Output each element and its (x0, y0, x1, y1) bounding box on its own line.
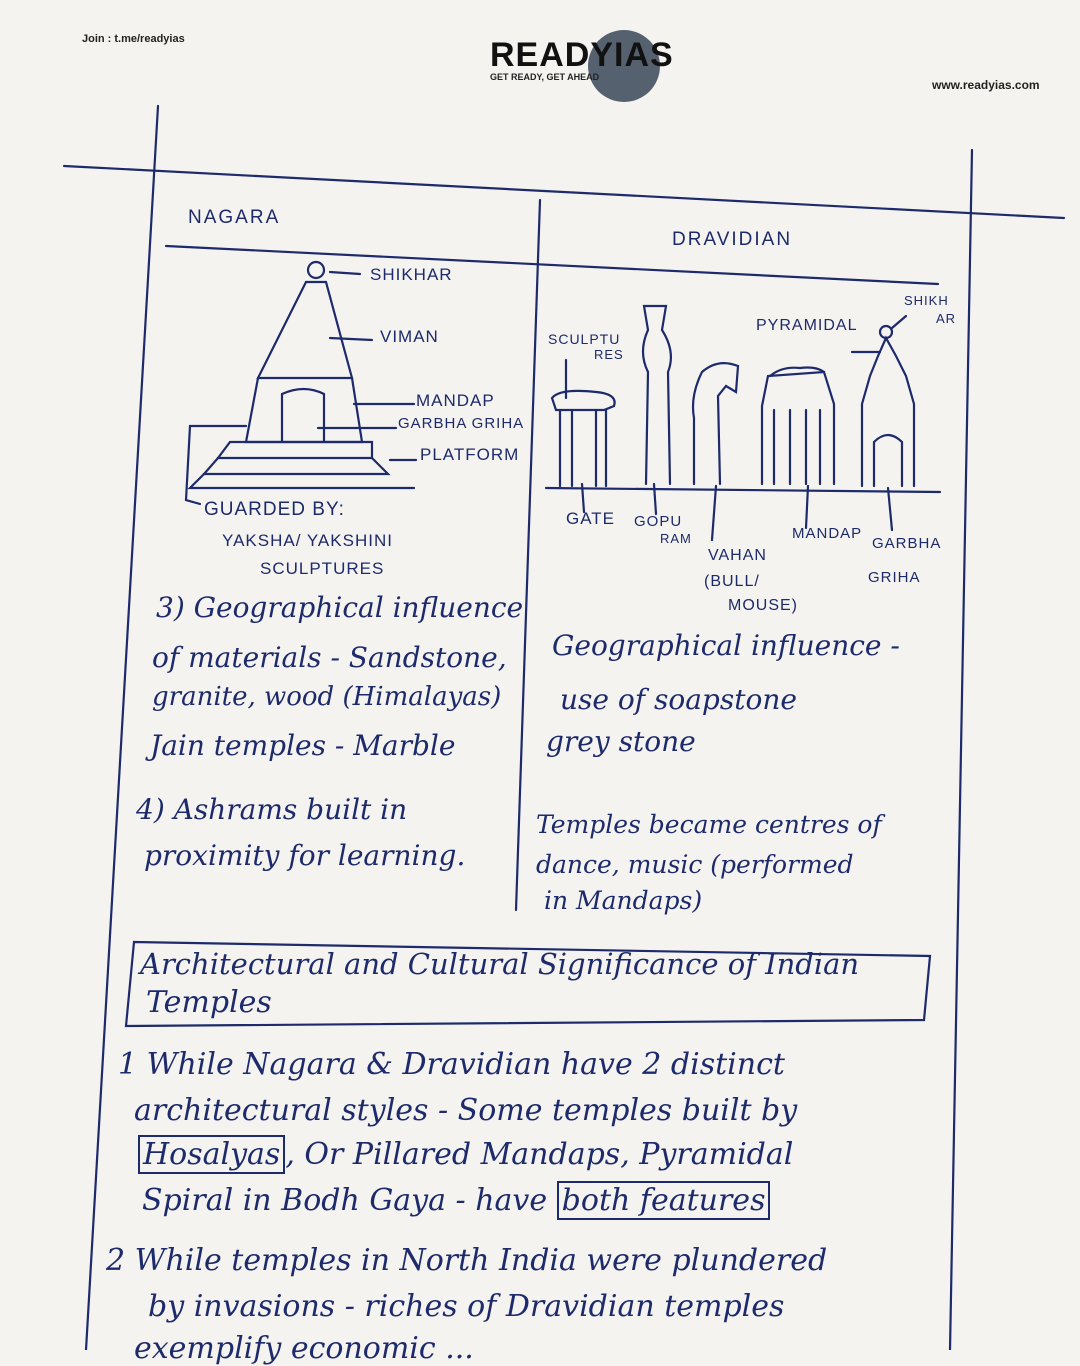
page-right-margin (950, 150, 972, 1350)
label-shikhar: SHIKHAR (370, 265, 453, 284)
nagara-point3-line-4: Jain temples - Marble (150, 729, 456, 762)
boxed-word-both-features: both features (557, 1181, 771, 1220)
section-title-line-2: Temples (146, 985, 272, 1020)
boxed-word-hosalyas: Hosalyas (138, 1135, 285, 1174)
guarded-line-2: YAKSHA/ YAKSHINI (222, 531, 393, 550)
logo-word: READYIAS (490, 36, 674, 74)
nagara-point3-line-2: of materials - Sandstone, (152, 641, 507, 674)
p2-line-2: by invasions - riches of Dravidian temples (148, 1289, 785, 1324)
label-sculptures-2: RES (594, 347, 624, 362)
p1-line-3 (138, 1137, 794, 1172)
label-mandap-d: MANDAP (792, 525, 863, 542)
dravidian-point3-line-1: Geographical influence - (552, 629, 900, 662)
nagara-point4-line-2: proximity for learning. (144, 839, 466, 872)
p1-line-1: 1 While Nagara & Dravidian have 2 distinct (118, 1047, 785, 1082)
dravidian-point4-line-2: dance, music (performed (536, 850, 854, 879)
dravidian-point3-line-2: use of soapstone (560, 683, 797, 716)
label-mandap: MANDAP (416, 391, 495, 410)
guarded-line-1: GUARDED BY: (204, 499, 345, 520)
join-link[interactable]: Join : t.me/readyias (82, 33, 185, 45)
nagara-point3-line-3: granite, wood (Himalayas) (152, 682, 502, 712)
p1-line-4-text: Spiral in Bodh Gaya - have (142, 1183, 557, 1218)
label-gopuram-2: RAM (660, 531, 692, 546)
p2-line-3: exemplify economic ... (134, 1331, 474, 1366)
label-vahan-2: (BULL/ (704, 573, 760, 590)
label-shikhar-d-1: SHIKH (904, 293, 949, 308)
dravidian-point4-line-1: Temples became centres of (536, 810, 882, 839)
p1-line-4 (142, 1183, 770, 1218)
label-viman: VIMAN (380, 327, 439, 346)
dravidian-heading: DRAVIDIAN (672, 229, 793, 250)
nagara-heading: NAGARA (188, 207, 281, 228)
section-title-line-1: Architectural and Cultural Significance of Indian (140, 947, 860, 981)
logo-tagline: GET READY, GET AHEAD (490, 72, 600, 82)
table-header-rule (166, 246, 938, 284)
label-vahan-1: VAHAN (708, 547, 767, 564)
table-column-divider (516, 200, 540, 910)
label-platform: PLATFORM (420, 445, 520, 464)
label-gate: GATE (566, 509, 616, 528)
label-vahan-3: MOUSE) (728, 597, 798, 614)
label-sculptures-1: SCULPTU (548, 331, 621, 347)
p2-line-1: 2 While temples in North India were plundered (106, 1243, 828, 1278)
label-garbhagriha: GARBHA GRIHA (398, 415, 525, 432)
label-pyramidal: PYRAMIDAL (756, 317, 858, 334)
dravidian-point4-line-3: in Mandaps) (544, 886, 703, 915)
label-garbha-d-2: GRIHA (868, 569, 921, 586)
nagara-temple-sketch (186, 262, 416, 504)
nagara-point4-line-1: 4) Ashrams built in (136, 793, 408, 826)
label-gopuram-1: GOPU (634, 513, 683, 530)
guarded-line-3: SCULPTURES (260, 559, 385, 578)
label-garbha-d-1: GARBHA (872, 535, 942, 552)
p1-line-2: architectural styles - Some temples built by (134, 1093, 798, 1128)
dravidian-point3-line-3: grey stone (546, 725, 696, 758)
nagara-point3-line-1: 3) Geographical influence (156, 591, 524, 624)
label-shikhar-d-2: AR (936, 311, 957, 326)
website-link[interactable]: www.readyias.com (932, 78, 1040, 92)
p1-line-3-text: , Or Pillared Mandaps, Pyramidal (285, 1137, 794, 1172)
